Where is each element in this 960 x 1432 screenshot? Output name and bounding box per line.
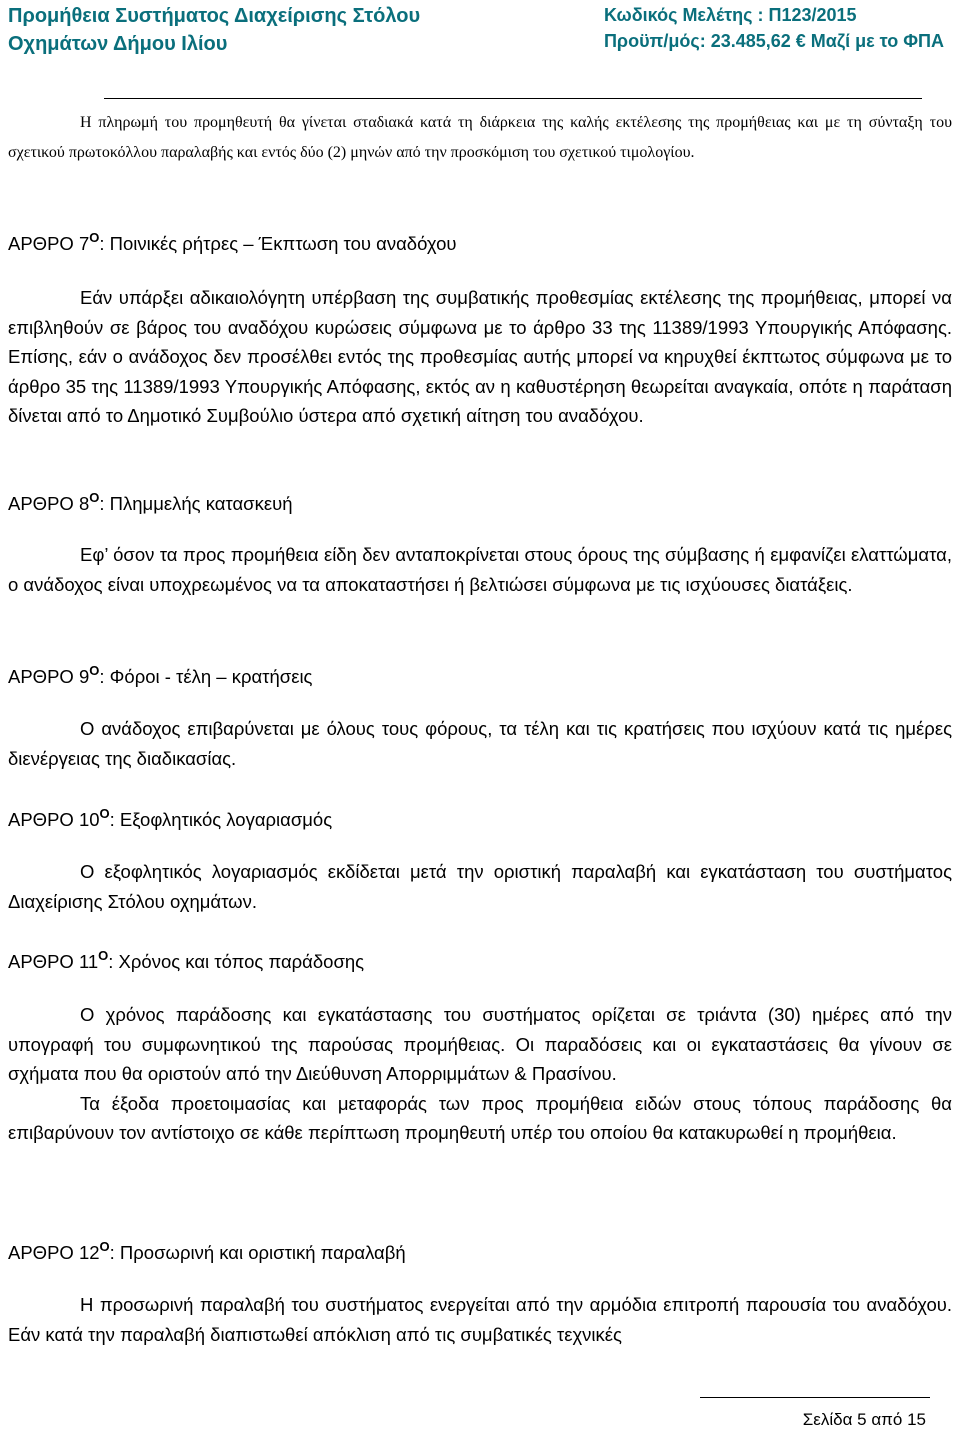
article-8-body xyxy=(8,540,952,599)
article-ordinal: Ο xyxy=(89,663,100,678)
project-meta xyxy=(604,2,944,54)
article-heading xyxy=(8,225,952,257)
article-11-body xyxy=(8,1000,952,1148)
intro-paragraph: Η πληρωμή του προμηθευτή θα γίνεται σταδιακά κατά τη διάρκεια της καλής εκτέλεσης της προμήθειας και με τη σύνταξη του σχετικού πρωτοκόλλου παραλαβής και εντός δύο (2) μηνών από την προσκόμιση του σχετικού τιμολογίου. xyxy=(8,114,952,161)
article-ordinal: Ο xyxy=(99,806,110,821)
article-number: ΑΡΘΡΟ 10 xyxy=(8,809,100,830)
article-ordinal: Ο xyxy=(89,490,100,505)
article-paragraph: Ο εξοφλητικός λογαριασμός εκδίδεται μετά την οριστική παραλαβή και εγκατάσταση του συστήματος Διαχείρισης Στόλου οχημάτων. xyxy=(8,861,952,912)
article-10 xyxy=(8,801,952,833)
article-paragraph: Εάν υπάρξει αδικαιολόγητη υπέρβαση της συμβατικής προθεσμίας εκτέλεσης της προμήθειας, μπορεί να επιβληθούν σε βάρος του αναδόχου κυρώσεις σύμφωνα με το άρθρο 33 της 11389/1993 Υπουργικής Απόφασης. Επίσης, εάν ο ανάδοχος δεν προσέλθει εντός της προθεσμίας αυτής μπορεί να κηρυχθεί έκπτωτος σύμφωνα με το άρθρο 35 της 11389/1993 Υπουργικής Απόφασης, εκτός αν η καθυστέρηση θεωρείται αναγκαία, οπότε η παράταση δίνεται από το Δημοτικό Συμβούλιο ύστερα από σχετική αίτηση του αναδόχου. xyxy=(8,287,952,426)
article-title: : Ποινικές ρήτρες – Έκπτωση του αναδόχου xyxy=(99,233,457,254)
article-heading xyxy=(8,658,952,690)
article-heading xyxy=(8,1234,952,1266)
article-ordinal: Ο xyxy=(89,230,100,245)
project-title-line1: Προμήθεια Συστήματος Διαχείρισης Στόλου xyxy=(8,5,421,27)
article-paragraph: Ο ανάδοχος επιβαρύνεται με όλους τους φόρους, τα τέλη και τις κρατήσεις που ισχύουν κατά τις ημέρες διενέργειας της διαδικασίας. xyxy=(8,718,952,769)
header-divider xyxy=(104,98,922,99)
article-paragraph: Τα έξοδα προετοιμασίας και μεταφοράς των προς προμήθεια ειδών στους τόπους παράδοσης θα επιβαρύνουν τον αντίστοιχο σε κάθε περίπτωση προμηθευτή υπέρ του οποίου θα κατακυρωθεί η προμήθεια. xyxy=(8,1092,952,1143)
article-paragraph: Εφ’ όσον τα προς προμήθεια είδη δεν ανταποκρίνεται στους όρους της σύμβασης ή εμφανίζει ελαττώματα, ο ανάδοχος είναι υποχρεωμένος να τα αποκαταστήσει ή βελτιώσει σύμφωνα με τις ισχύουσες διατάξεις. xyxy=(8,544,952,595)
article-11 xyxy=(8,943,952,975)
article-ordinal: Ο xyxy=(99,1239,110,1254)
footer-divider xyxy=(700,1397,930,1398)
article-12 xyxy=(8,1234,952,1266)
article-title: : Πλημμελής κατασκευή xyxy=(99,493,293,514)
article-title: : Προσωρινή και οριστική παραλαβή xyxy=(109,1242,406,1263)
article-paragraph: Η προσωρινή παραλαβή του συστήματος ενεργείται από την αρμόδια επιτροπή παρουσία του αναδόχου. Εάν κατά την παραλαβή διαπιστωθεί απόκλιση από τις συμβατικές τεχνικές xyxy=(8,1294,952,1345)
article-7-body xyxy=(8,283,952,431)
intro-block xyxy=(8,108,952,168)
article-number: ΑΡΘΡΟ 12 xyxy=(8,1242,100,1263)
page-header xyxy=(8,2,952,72)
article-title: : Φόροι - τέλη – κρατήσεις xyxy=(99,666,313,687)
article-number: ΑΡΘΡΟ 8 xyxy=(8,493,90,514)
article-number: ΑΡΘΡΟ 9 xyxy=(8,666,90,687)
article-paragraph: Ο χρόνος παράδοσης και εγκατάστασης του συστήματος ορίζεται σε τριάντα (30) ημέρες από την υπογραφή του συμφωνητικού της παρούσας προμήθειας. Οι παραδόσεις και οι εγκαταστάσεις θα γίνουν σε σχήματα που θα οριστούν από την Διεύθυνση Απορριμμάτων & Πρασίνου. xyxy=(8,1004,952,1084)
article-title: : Χρόνος και τόπος παράδοσης xyxy=(108,951,365,972)
article-10-body xyxy=(8,857,952,916)
article-title: : Εξοφλητικός λογαριασμός xyxy=(109,809,333,830)
budget-line: Προϋπ/μός: 23.485,62 € Μαζί με το ΦΠΑ xyxy=(603,31,944,51)
project-title-line2: Οχημάτων Δήμου Ιλίου xyxy=(8,33,228,55)
article-12-body xyxy=(8,1290,952,1349)
article-number: ΑΡΘΡΟ 11 xyxy=(8,951,99,972)
article-number: ΑΡΘΡΟ 7 xyxy=(8,233,90,254)
article-7 xyxy=(8,225,952,257)
article-ordinal: Ο xyxy=(98,948,109,963)
article-heading xyxy=(8,801,952,833)
project-title xyxy=(8,2,420,58)
study-code: Κωδικός Μελέτης : Π123/2015 xyxy=(603,5,857,25)
article-heading xyxy=(8,943,952,975)
article-8 xyxy=(8,485,952,517)
article-9 xyxy=(8,658,952,690)
article-9-body xyxy=(8,714,952,773)
page-number: Σελίδα 5 από 15 xyxy=(802,1410,926,1429)
article-heading xyxy=(8,485,952,517)
